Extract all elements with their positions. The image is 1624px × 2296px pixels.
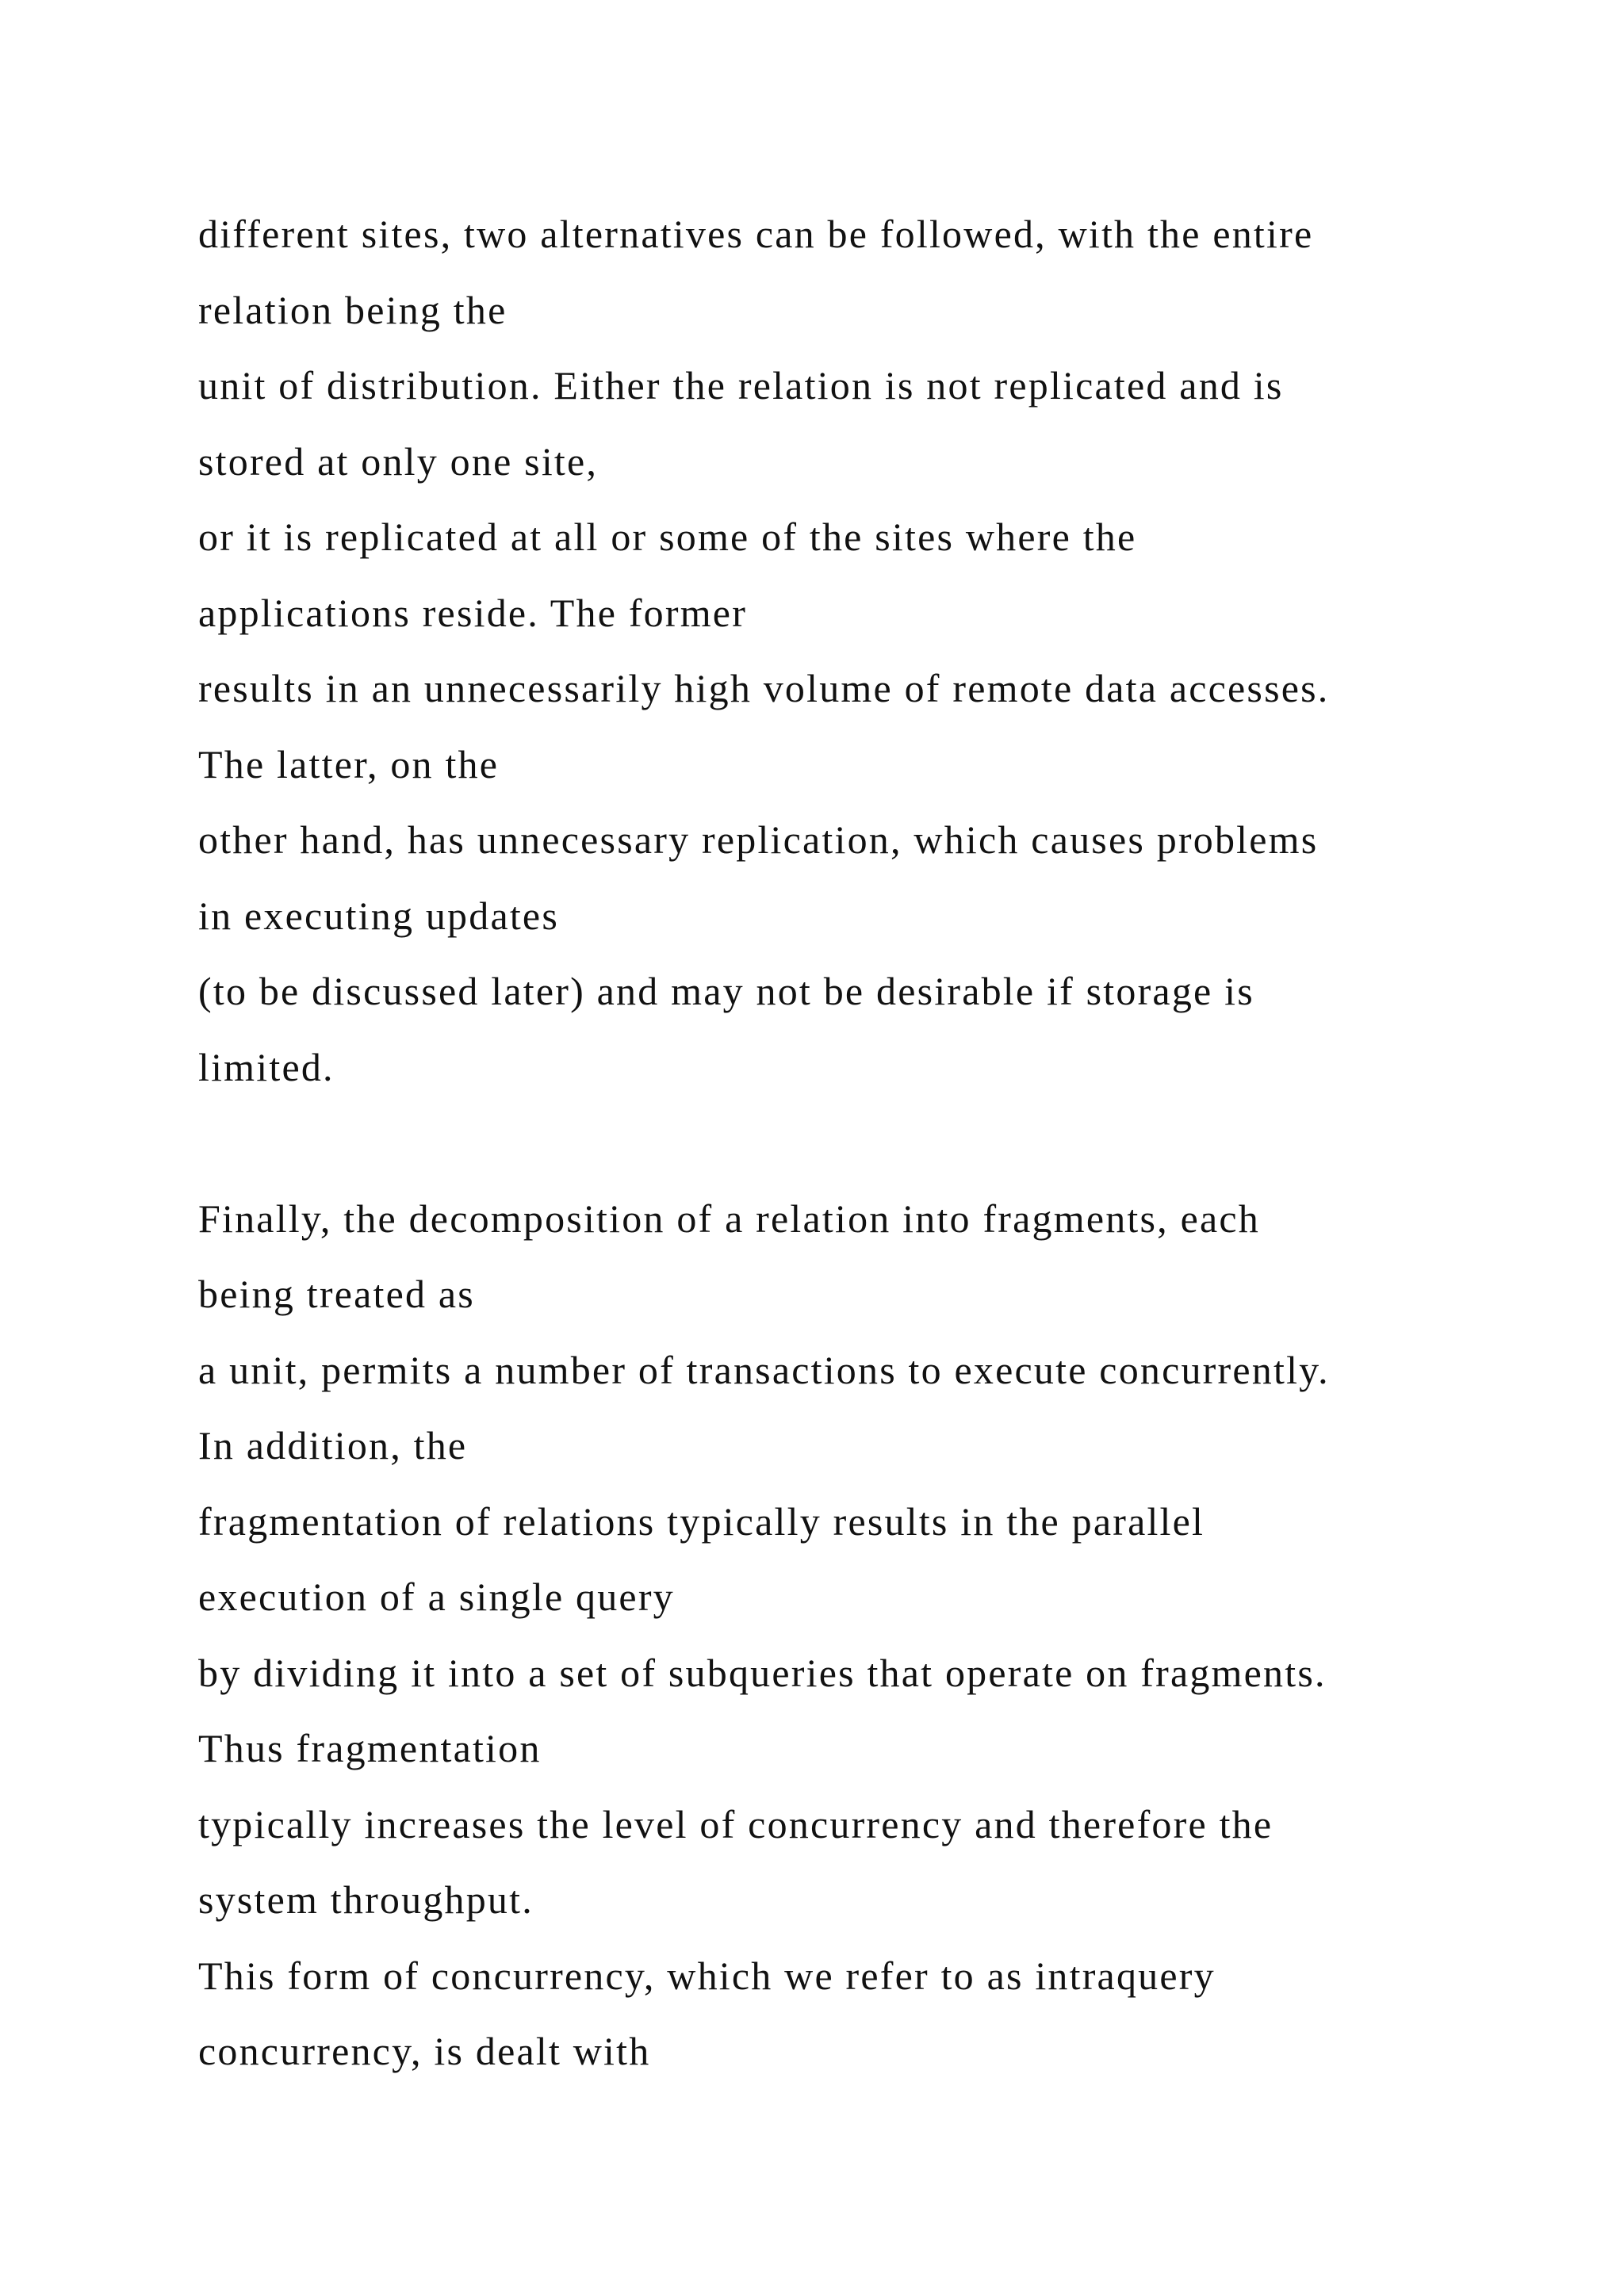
- text-line: execution of a single query: [198, 1575, 675, 1619]
- text-line: The latter, on the: [198, 741, 500, 786]
- text-line: relation being the: [198, 287, 508, 332]
- text-line: being treated as: [198, 1272, 475, 1316]
- text-line: results in an unnecessarily high volume of remote data accesses.: [198, 666, 1330, 710]
- text-line: fragmentation of relations typically results in the parallel: [198, 1498, 1205, 1544]
- text-line: different sites, two alternatives can be followed, with the entire: [198, 212, 1314, 256]
- text-line: limited.: [198, 1044, 335, 1089]
- text-line: This form of concurrency, which we refer to as intraquery: [198, 1953, 1216, 1998]
- text-line: typically increases the level of concurrency and therefore the: [198, 1801, 1274, 1846]
- text-line: system throughput.: [198, 1877, 534, 1922]
- text-line: In addition, the: [198, 1423, 468, 1468]
- text-line: unit of distribution. Either the relation is not replicated and is: [198, 363, 1284, 408]
- body-text: [198, 197, 1546, 2090]
- paragraph-break: [198, 1105, 1546, 1181]
- text-line: other hand, has unnecessary replication, which causes problems: [198, 817, 1319, 862]
- text-line: (to be discussed later) and may not be desirable if storage is: [198, 969, 1254, 1013]
- text-line: stored at only one site,: [198, 438, 599, 484]
- text-line: in executing updates: [198, 893, 559, 938]
- text-line: by dividing it into a set of subqueries that operate on fragments.: [198, 1650, 1327, 1695]
- text-line: a unit, permits a number of transactions to execute concurrently.: [198, 1347, 1330, 1392]
- text-line: Finally, the decomposition of a relation into fragments, each: [198, 1196, 1260, 1241]
- text-line: concurrency, is dealt with: [198, 2029, 651, 2073]
- text-line: applications reside. The former: [198, 590, 748, 635]
- text-line: Thus fragmentation: [198, 1726, 542, 1770]
- paragraph-2: [198, 1181, 1546, 2090]
- paragraph-1: [198, 197, 1546, 1105]
- text-line: or it is replicated at all or some of the sites where the: [198, 515, 1137, 559]
